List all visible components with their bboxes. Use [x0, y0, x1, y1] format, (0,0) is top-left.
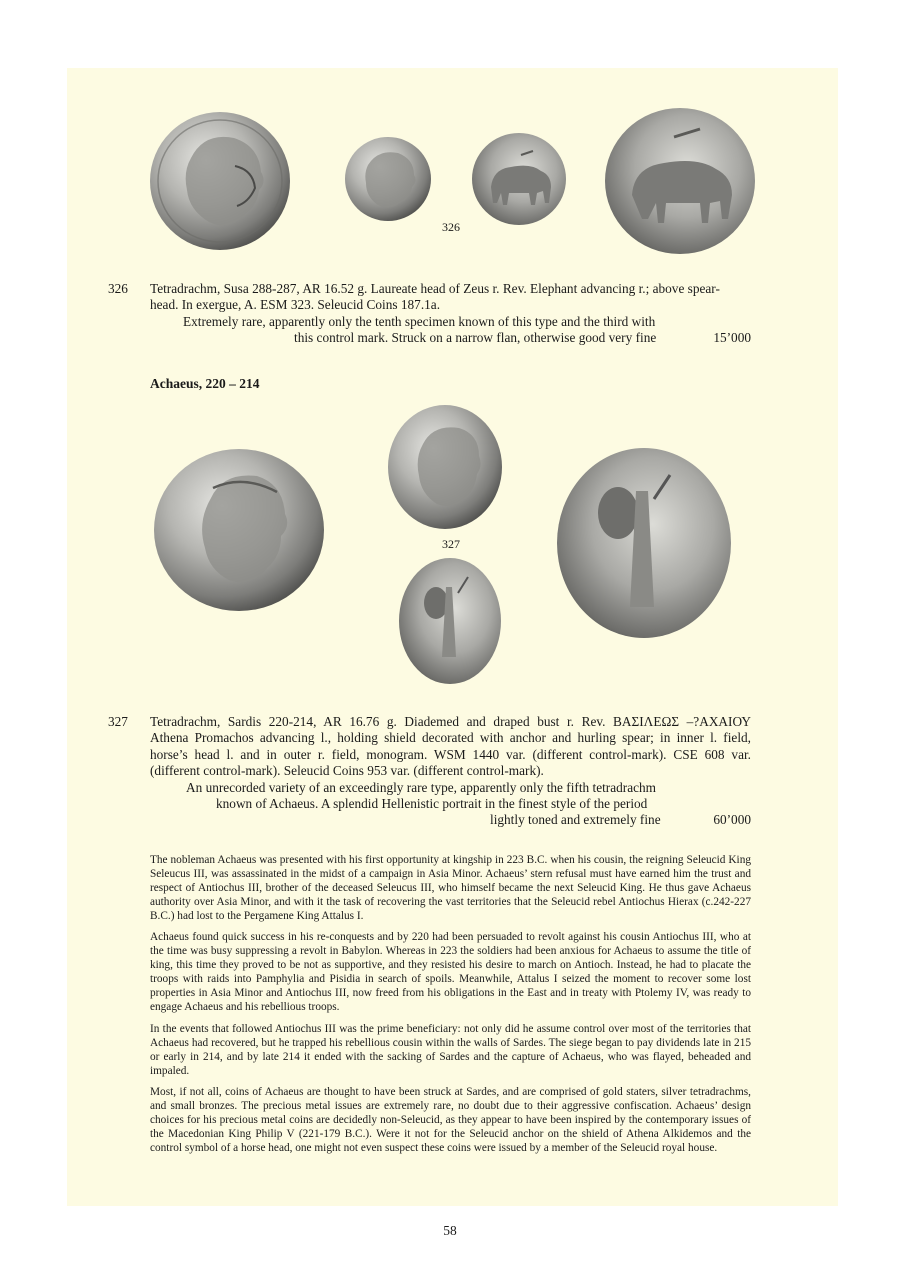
lot-327-line: (different control-mark). Seleucid Coins 953 var. (different control-mark).: [150, 763, 544, 779]
lot-326-number: 326: [108, 281, 128, 296]
essay-paragraph: Achaeus found quick success in his re-conquests and by 220 had been persuaded to revolt against his cousin Antiochus III, who at the time was busy suppressing a revolt in Babylon. Whereas in 223 the soldiers had been anxious for Achaeus to assume the title of king, this time they proved to be not as supportive, and they resisted his desire to march on Antioch. Instead, he had to placate the troops with raids into Pamphylia and Pisidia in search of spoils. Meanwhile, Attalus I seized the moment to recover some lost properties in Asia Minor and Antiochus III, now freed from his obligations in the East and in treaty with Ptolemy IV, was ready to engage Achaeus and his rebellious troops.: [150, 931, 751, 1014]
historical-essay: [150, 853, 751, 1162]
lot-326-remark: Extremely rare, apparently only the tenth specimen known of this type and the third with: [183, 314, 656, 329]
coin-327-obverse-small: [387, 404, 503, 530]
coin-327-obverse-large: [153, 448, 325, 612]
lot-327-line: horse’s head l. and in outer r. field, monogram. WSM 1440 var. (different control-mark). CSE 608 var.: [150, 746, 751, 762]
lot-327-line: Tetradrachm, Sardis 220-214, AR 16.76 g. Diademed and draped bust r. Rev. ΒΑΣΙΛΕΩΣ –?ΑΧΑΙΟΥ: [150, 714, 751, 729]
lot-327-number: 327: [108, 714, 128, 729]
coin-326-obverse-small: [344, 135, 432, 223]
lot-326-line: Tetradrachm, Susa 288-287, AR 16.52 g. Laureate head of Zeus r. Rev. Elephant advancing r.; above spear-: [150, 281, 720, 296]
lot-327-caption: 327: [442, 537, 460, 551]
lot-327-remark: known of Achaeus. A splendid Hellenistic portrait in the finest style of the period: [216, 796, 648, 811]
lot-326-price: 15’000: [713, 330, 751, 345]
page-number: 58: [443, 1223, 457, 1238]
lot-327-remark: An unrecorded variety of an exceedingly rare type, apparently only the fifth tetradrachm: [186, 780, 656, 795]
coin-327-reverse-small: [398, 557, 502, 685]
coin-327-reverse-large: [556, 447, 732, 639]
essay-paragraph: The nobleman Achaeus was presented with his first opportunity at kingship in 223 B.C. when his cousin, the reigning Seleucid King Seleucus III, was assassinated in the midst of a campaign in Asia Minor. Achaeus’ stern refusal must have earned him the trust and respect of Antiochus III, brother of the deceased Seleucus III, who himself became the next Seleucid King. He thus gave Achaeus authority over Asia Minor, and with it the task of recovering the vast territories that the Seleucid rebel Antiochus Hierax (c.242-227 B.C.) had lost to the Pergamene King Attalus I.: [150, 854, 751, 923]
coin-326-reverse-large: [604, 107, 756, 255]
lot-327-line: Athena Promachos advancing l., holding shield decorated with anchor and hurling spear; in inner l. field,: [150, 730, 751, 746]
section-heading: Achaeus, 220 – 214: [150, 376, 260, 391]
lot-326-caption: 326: [442, 220, 460, 234]
essay-paragraph: In the events that followed Antiochus III was the prime beneficiary: not only did he assume control over most of the territories that Achaeus had recovered, but he trapped his rebellious cousin within the walls of Sardes. The siege began to pay dividends late in 215 or early in 214, and by late 214 it ended with the sacking of Sardes and the capture of Achaeus, who was flayed, beheaded and impaled.: [150, 1022, 751, 1077]
coin-326-reverse-small: [471, 131, 567, 227]
lot-327-description: [150, 714, 751, 780]
lot-326-line: head. In exergue, A. ESM 323. Seleucid Coins 187.1a.: [150, 297, 441, 313]
coin-326-obverse-large: [149, 110, 291, 252]
lot-327-price: 60’000: [713, 812, 751, 827]
essay-paragraph: Most, if not all, coins of Achaeus are thought to have been struck at Sardes, and are comprised of gold staters, silver tetradrachms, and small bronzes. The precious metal issues are extremely rare, no doubt due to their aggressive confiscation. Achaeus’ design choices for his precious metal coins are decidedly non-Seleucid, as they appear to have been inspired by the contemporary issues of the Macedonian King Philip V (221-179 B.C.). Were it not for the Seleucid anchor on the shield of Athena Alkidemos and the control symbol of a horse head, one might not even suspect these coins were issued by a member of the Seleucid royal house.: [150, 1085, 751, 1154]
lot-327-grade: lightly toned and extremely fine: [490, 812, 661, 827]
lot-326-grade: this control mark. Struck on a narrow flan, otherwise good very fine: [294, 330, 657, 345]
lot-326-description: [150, 281, 751, 314]
